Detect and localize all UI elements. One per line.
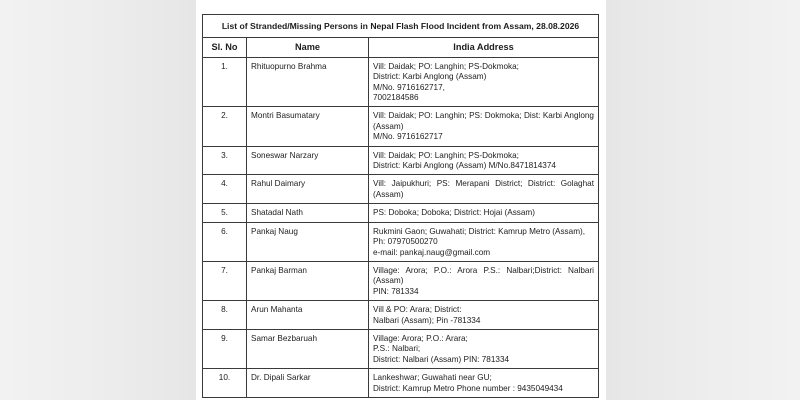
row-address (369, 204, 599, 222)
row-address (369, 222, 599, 261)
row-sl-no: 1. (203, 57, 247, 107)
address-line: Lankeshwar; Guwahati near GU; (373, 373, 492, 383)
address-line: 7002184586 (373, 93, 419, 103)
row-address (369, 301, 599, 330)
header-sl-no: Sl. No (203, 38, 247, 57)
address-line: PS: Doboka; Doboka; District: Hojai (Assam) (373, 208, 535, 218)
row-sl-no: 8. (203, 301, 247, 330)
address-line: Vill: Daidak; PO: Langhin; PS-Dokmoka; (373, 150, 519, 160)
table-row (203, 329, 599, 368)
row-sl-no: 10. (203, 369, 247, 398)
address-line: Village: Arora; P.O.: Arora P.S.: Nalbari;District: Nalbari (Assam) (373, 265, 594, 286)
address-line: Rukmini Gaon; Guwahati; District: Kamrup Metro (Assam), (373, 226, 586, 236)
address-line: Vill: Jaipukhuri; PS: Merapani District; District: Golaghat (Assam) (373, 179, 594, 199)
row-address (369, 146, 599, 175)
document-page (196, 0, 606, 400)
blurred-background-left (0, 0, 196, 400)
table-row (203, 204, 599, 222)
address-line: Ph: 07970500270 (373, 237, 438, 247)
persons-table (202, 14, 599, 398)
table-row (203, 57, 599, 107)
address-line: District: Kamrup Metro Phone number : 9435049434 (373, 383, 563, 393)
table-row (203, 175, 599, 204)
address-line: M/No. 9716162717 (373, 132, 443, 142)
row-sl-no: 2. (203, 107, 247, 146)
row-name: Arun Mahanta (247, 301, 369, 330)
table-row (203, 301, 599, 330)
row-name: Dr. Dipali Sarkar (247, 369, 369, 398)
row-address (369, 175, 599, 204)
row-address (369, 261, 599, 300)
row-sl-no: 3. (203, 146, 247, 175)
row-name: Soneswar Narzary (247, 146, 369, 175)
header-name: Name (247, 38, 369, 57)
row-address (369, 107, 599, 146)
row-name: Rhituopurno Brahma (247, 57, 369, 107)
table-row (203, 261, 599, 300)
address-line: District: Nalbari (Assam) PIN: 781334 (373, 354, 510, 364)
document-title: List of Stranded/Missing Persons in Nepal Flash Flood Incident from Assam, 28.08.2026 (203, 15, 599, 38)
row-name: Shatadal Nath (247, 204, 369, 222)
row-sl-no: 9. (203, 329, 247, 368)
table-row (203, 107, 599, 146)
address-line: Vill: Daidak; PO: Langhin; PS-Dokmoka; (373, 61, 519, 71)
address-line: Village: Arora; P.O.: Arara; (373, 333, 468, 343)
table-body (203, 57, 599, 397)
row-address (369, 329, 599, 368)
row-name: Pankaj Barman (247, 261, 369, 300)
address-line: Vill & PO: Arara; District: (373, 305, 462, 315)
row-sl-no: 6. (203, 222, 247, 261)
row-name: Samar Bezbaruah (247, 329, 369, 368)
row-address (369, 369, 599, 398)
address-line: Vill: Daidak; PO: Langhin; PS: Dokmoka; Dist: Karbi Anglong (Assam) (373, 111, 594, 131)
row-sl-no: 7. (203, 261, 247, 300)
address-line: e-mail: pankaj.naug@gmail.com (373, 247, 491, 257)
address-line: Nalbari (Assam); Pin -781334 (373, 315, 481, 325)
address-line: PIN: 781334 (373, 286, 419, 296)
address-line: M/No. 9716162717, (373, 82, 445, 92)
blurred-background-right (604, 0, 800, 400)
table-row (203, 369, 599, 398)
row-address (369, 57, 599, 107)
header-india-address: India Address (369, 38, 599, 57)
address-line: P.S.: Nalbari; (373, 344, 421, 354)
address-line: District: Karbi Anglong (Assam) (373, 72, 487, 82)
row-name: Rahul Daimary (247, 175, 369, 204)
row-sl-no: 4. (203, 175, 247, 204)
row-name: Montri Basumatary (247, 107, 369, 146)
row-sl-no: 5. (203, 204, 247, 222)
table-row (203, 222, 599, 261)
table-row (203, 146, 599, 175)
address-line: District: Karbi Anglong (Assam) M/No.8471814374 (373, 161, 556, 171)
row-name: Pankaj Naug (247, 222, 369, 261)
